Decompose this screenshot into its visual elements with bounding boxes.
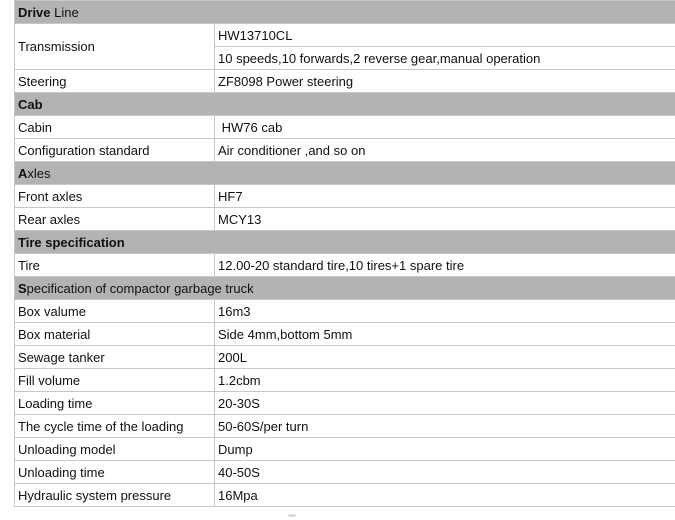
spec-row-configuration-standard [15, 139, 675, 162]
spec-value: 16m3 [215, 300, 675, 323]
section-title-bold: Cab [18, 96, 43, 112]
section-title [15, 1, 675, 24]
spec-value: 20-30S [215, 392, 675, 415]
spec-label: Loading time [15, 392, 215, 415]
spec-table [14, 0, 675, 507]
section-header-cab [15, 93, 675, 116]
spec-value: HF7 [215, 185, 675, 208]
section-title-bold: Drive [18, 4, 51, 20]
spec-row-steering [15, 70, 675, 93]
spec-table-body [15, 1, 675, 507]
spec-label: Box material [15, 323, 215, 346]
section-title [15, 93, 675, 116]
spec-label: The cycle time of the loading [15, 415, 215, 438]
section-header-axles [15, 162, 675, 185]
section-title [15, 277, 675, 300]
spec-row-fill-volume [15, 369, 675, 392]
spec-label: Unloading time [15, 461, 215, 484]
spec-row-transmission [15, 24, 675, 47]
spec-row-box-material [15, 323, 675, 346]
page-bottom-mark [288, 514, 296, 517]
spec-label: Unloading model [15, 438, 215, 461]
spec-row-box-valume [15, 300, 675, 323]
spec-value: MCY13 [215, 208, 675, 231]
section-title [15, 162, 675, 185]
spec-label: Box valume [15, 300, 215, 323]
spec-row-cabin [15, 116, 675, 139]
spec-label: Configuration standard [15, 139, 215, 162]
spec-row-hydraulic-pressure [15, 484, 675, 507]
spec-value: Side 4mm,bottom 5mm [215, 323, 675, 346]
spec-value: 40-50S [215, 461, 675, 484]
section-title-rest: pecification of compactor garbage truck [26, 280, 254, 296]
section-title-rest: Line [50, 4, 79, 20]
spec-row-unloading-model [15, 438, 675, 461]
spec-value: 16Mpa [215, 484, 675, 507]
spec-value: 1.2cbm [215, 369, 675, 392]
spec-label: Rear axles [15, 208, 215, 231]
spec-label: Front axles [15, 185, 215, 208]
spec-label: Tire [15, 254, 215, 277]
spec-row-unloading-time [15, 461, 675, 484]
spec-row-front-axles [15, 185, 675, 208]
spec-value: HW13710CL [215, 24, 675, 47]
section-title-bold: A [18, 165, 28, 181]
spec-label: Cabin [15, 116, 215, 139]
section-header-drive-line [15, 1, 675, 24]
spec-label: Sewage tanker [15, 346, 215, 369]
spec-label: Steering [15, 70, 215, 93]
spec-label: Transmission [15, 24, 215, 70]
spec-value: Dump [215, 438, 675, 461]
section-title [15, 231, 675, 254]
spec-value: Air conditioner ,and so on [215, 139, 675, 162]
spec-value: 12.00-20 standard tire,10 tires+1 spare tire [215, 254, 675, 277]
section-title-bold: S [18, 280, 27, 296]
spec-label: Hydraulic system pressure [15, 484, 215, 507]
spec-value: 200L [215, 346, 675, 369]
spec-label: Fill volume [15, 369, 215, 392]
spec-value: 50-60S/per turn [215, 415, 675, 438]
section-title-rest: xles [27, 165, 51, 181]
spec-row-cycle-time [15, 415, 675, 438]
spec-row-tire [15, 254, 675, 277]
section-title-bold: Tire specification [18, 234, 125, 250]
section-header-tire-specification [15, 231, 675, 254]
spec-value: 10 speeds,10 forwards,2 reverse gear,manual operation [215, 47, 675, 70]
spec-value: HW76 cab [215, 116, 675, 139]
spec-value: ZF8098 Power steering [215, 70, 675, 93]
spec-row-loading-time [15, 392, 675, 415]
section-header-compactor-specification [15, 277, 675, 300]
spec-row-rear-axles [15, 208, 675, 231]
spec-row-sewage-tanker [15, 346, 675, 369]
